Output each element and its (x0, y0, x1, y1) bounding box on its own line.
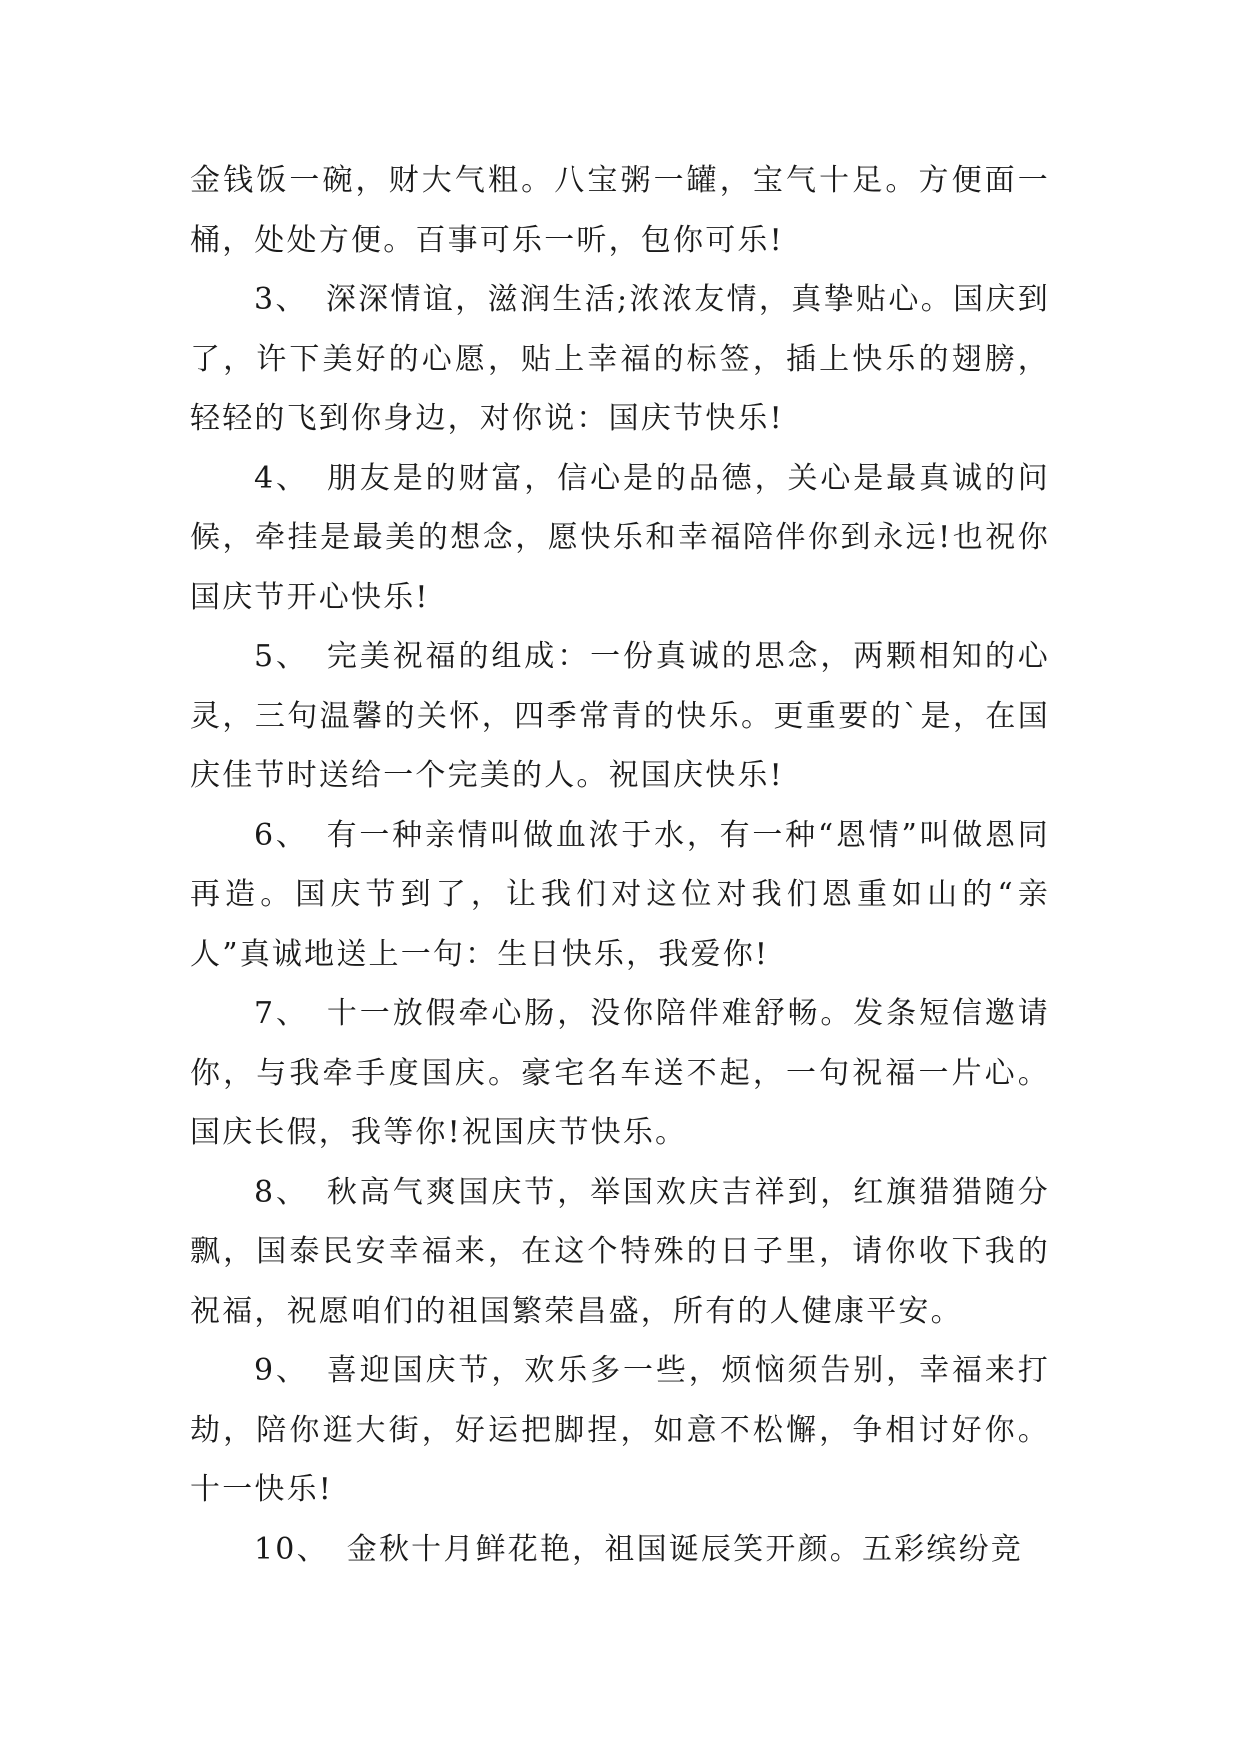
paragraph-text: 十一放假牵心肠，没你陪伴难舒畅。发条短信邀请你，与我牵手度国庆。豪宅名车送不起，一句祝福一片心。国庆长假，我等你!祝国庆节快乐。 (190, 996, 1050, 1150)
paragraph-item-8 (190, 1163, 1050, 1342)
paragraph-item-9 (190, 1341, 1050, 1520)
paragraph-text: 朋友是的财富，信心是的品德，关心是最真诚的问候，牵挂是最美的想念，愿快乐和幸福陪伴你到永远!也祝你国庆节开心快乐! (190, 460, 1050, 615)
paragraph-item-7 (190, 984, 1050, 1163)
paragraph-text: 金秋十月鲜花艳，祖国诞辰笑开颜。五彩缤纷竞 (346, 1531, 1023, 1567)
paragraph-text: 喜迎国庆节，欢乐多一些，烦恼须告别，幸福来打劫，陪你逛大街，好运把脚捏，如意不松懈，争相讨好你。十一快乐! (190, 1353, 1050, 1507)
paragraph-item-3 (190, 270, 1050, 449)
paragraph-number: 10、 (254, 1531, 329, 1567)
paragraph-text: 有一种亲情叫做血浓于水，有一种“恩情”叫做恩同再造。国庆节到了，让我们对这位对我们恩重如山的“亲人”真诚地送上一句：生日快乐，我爱你! (190, 817, 1050, 972)
paragraph-number: 3、 (254, 282, 308, 317)
paragraph-continuation (190, 151, 1050, 270)
paragraph-number: 6、 (254, 817, 309, 853)
paragraph-number: 5、 (254, 639, 309, 674)
document-body (190, 151, 1050, 1579)
paragraph-text: 完美祝福的组成：一份真诚的思念，两颗相知的心灵，三句温馨的关怀，四季常青的快乐。更重要的`是，在国庆佳节时送给一个完美的人。祝国庆快乐! (190, 639, 1050, 793)
paragraph-number: 8、 (254, 1174, 309, 1210)
paragraph-number: 9、 (254, 1353, 309, 1388)
paragraph-item-5 (190, 627, 1050, 806)
paragraph-item-10 (190, 1520, 1050, 1580)
paragraph-text: 秋高气爽国庆节，举国欢庆吉祥到，红旗猎猎随分飘，国泰民安幸福来，在这个特殊的日子里，请你收下我的祝福，祝愿咱们的祖国繁荣昌盛，所有的人健康平安。 (190, 1174, 1050, 1329)
paragraph-text: 深深情谊，滋润生活;浓浓友情，真挚贴心。国庆到了，许下美好的心愿，贴上幸福的标签，插上快乐的翅膀，轻轻的飞到你身边，对你说：国庆节快乐! (190, 282, 1050, 436)
paragraph-text: 金钱饭一碗，财大气粗。八宝粥一罐，宝气十足。方便面一桶，处处方便。百事可乐一听，包你可乐! (190, 163, 1050, 258)
paragraph-number: 4、 (254, 460, 309, 496)
paragraph-item-4 (190, 449, 1050, 628)
paragraph-number: 7、 (254, 996, 309, 1031)
paragraph-item-6 (190, 806, 1050, 985)
